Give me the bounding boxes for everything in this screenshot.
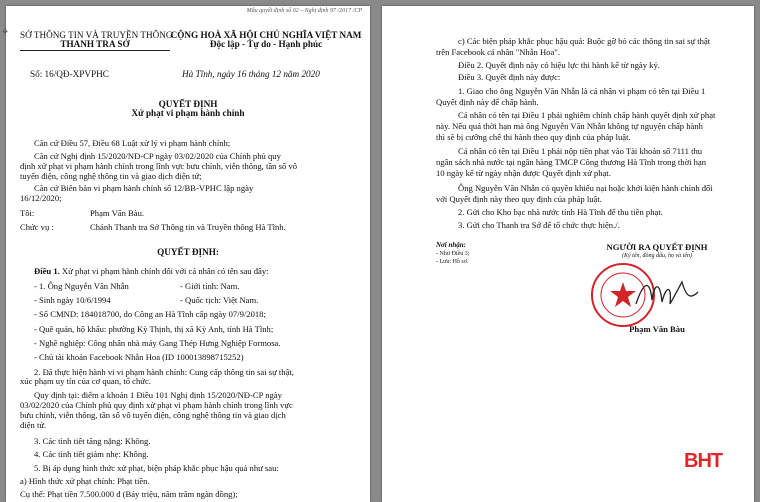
compliance-1: Cá nhân có tên tại Điều 1 phải nghiêm chỉnh chấp hành quyết định xử phạt bbox=[458, 110, 716, 120]
payment-1: Cá nhân có tên tại Điều 1 phải nộp tiền phạt vào Tài khoản số 7111 thu bbox=[458, 146, 703, 156]
agency-name: SỞ THÔNG TIN VÀ TRUYỀN THÔNG bbox=[20, 30, 173, 40]
nation-title: CỘNG HOÀ XÃ HỘI CHỦ NGHĨA VIỆT NAM bbox=[170, 30, 362, 40]
violator-gender: - Giới tính: Nam. bbox=[180, 281, 240, 291]
article-1: Điều 1. Xử phạt vi phạm hành chính đối với cá nhân có tên sau đây: bbox=[34, 266, 269, 276]
violator-occupation: - Nghề nghiệp: Công nhân nhà máy Gang Thép Hưng Nghiệp Formosa. bbox=[34, 338, 281, 348]
signer-title: NGƯỜI RA QUYẾT ĐỊNH bbox=[606, 242, 708, 252]
mitigating-circumstances: 4. Các tình tiết giảm nhẹ: Không. bbox=[34, 449, 149, 459]
regulation-line-2: 03/02/2020 của Chính phủ quy định xử phạt vi phạm hành chính trong lĩnh vực bbox=[20, 400, 293, 410]
violator-facebook: - Chủ tài khoản Facebook Nhẫn Hoa (ID 100013898715252) bbox=[34, 352, 244, 362]
regulation-line-3: bưu chính, viễn thông, tần số vô tuyến điện, công nghệ thông tin và giao dịch bbox=[20, 410, 286, 420]
position-label: Chức vụ : bbox=[20, 222, 54, 232]
nation-motto: Độc lập - Tự do - Hạnh phúc bbox=[209, 39, 323, 49]
legal-basis-2c: tuyến điện, công nghệ thông tin và giao dịch điện tử; bbox=[20, 171, 202, 181]
place-date: Hà Tĩnh, ngày 16 tháng 12 năm 2020 bbox=[182, 69, 320, 79]
appeal-1: Ông Nguyễn Văn Nhẫn có quyền khiếu nại hoặc khởi kiện hành chính đối bbox=[458, 183, 713, 193]
regulation-line-1: Quy định tại: điểm a khoản 1 Điều 101 Nghị định 15/2020/NĐ-CP ngày bbox=[34, 390, 282, 400]
document-subtitle: Xử phạt vi phạm hành chính bbox=[131, 108, 245, 118]
recipients-title: Nơi nhận: bbox=[436, 241, 467, 249]
violation-line-1: 2. Đã thực hiện hành vi vi phạm hành chính: Cung cấp thông tin sai sự thật, bbox=[34, 367, 294, 377]
treasury-item: 2. Gửi cho Kho bạc nhà nước tỉnh Hà Tĩnh để thu tiền phạt. bbox=[458, 207, 663, 217]
signature bbox=[632, 274, 702, 314]
signer-note: (Ký tên, đóng dấu, họ và tên) bbox=[622, 253, 692, 259]
position-value: Chánh Thanh tra Sở Thông tin và Truyền thông Hà Tĩnh. bbox=[90, 222, 286, 232]
violator-id: - Số CMND: 184018700, do Công an Hà Tĩnh cấp ngày 07/9/2018; bbox=[34, 309, 266, 319]
document-title: QUYẾT ĐỊNH bbox=[158, 99, 218, 109]
decision-heading: QUYẾT ĐỊNH: bbox=[157, 247, 219, 257]
recipient-2: - Lưu: Hồ sơ. bbox=[436, 259, 469, 265]
remedial-measure-2: trên Facebook cá nhân "Nhẫn Hoa". bbox=[436, 47, 560, 57]
signer-name: Phạm Văn Bàu bbox=[629, 324, 685, 334]
violation-line-2: xúc phạm uy tín của cơ quan, tổ chức. bbox=[20, 376, 151, 386]
remedial-measure-1: c) Các biện pháp khắc phục hậu quả: Buộc gỡ bỏ các thông tin sai sự thật bbox=[458, 36, 711, 46]
legal-basis-3: Căn cứ Biên bản vi phạm hành chính số 12/BB-VPHC lập ngày bbox=[34, 183, 254, 193]
violator-name: - 1. Ông Nguyễn Văn Nhẫn bbox=[34, 281, 129, 291]
article-2: Điều 2. Quyết định này có hiệu lực thi hành kể từ ngày ký. bbox=[458, 60, 660, 70]
legal-basis-2b: định xử phạt vi phạm hành chính trong lĩnh vực bưu chính, viễn thông, tần số vô bbox=[20, 161, 298, 171]
appeal-2: với Quyết định này theo quy định của pháp luật. bbox=[436, 194, 602, 204]
document-page-1 bbox=[2, 6, 370, 502]
aggravating-circumstances: 3. Các tình tiết tăng nặng: Không. bbox=[34, 436, 151, 446]
penalty-forms: 5. Bị áp dụng hình thức xử phạt, biện pháp khắc phục hậu quả như sau: bbox=[34, 463, 279, 473]
fine-amount: Cụ thể: Phạt tiền 7.500.000 đ (Bảy triệu, năm trăm ngàn đồng); bbox=[20, 489, 238, 499]
payment-3: 10 ngày kể từ ngày nhận được Quyết định xử phạt. bbox=[436, 168, 611, 178]
legal-basis-1: Căn cứ Điều 57, Điều 68 Luật xử lý vi phạm hành chính; bbox=[34, 138, 231, 148]
document-page-2 bbox=[382, 6, 754, 502]
regulation-line-4: điện tử. bbox=[20, 420, 47, 430]
main-penalty: a) Hình thức xử phạt chính: Phạt tiền. bbox=[20, 476, 150, 486]
legal-basis-3b: 16/12/2020; bbox=[20, 193, 62, 203]
compliance-3: thì sẽ bị cưỡng chế thi hành theo quy định của pháp luật. bbox=[436, 132, 631, 142]
issuer-label: Tôi: bbox=[20, 208, 35, 218]
agency-unit: THANH TRA SỞ bbox=[20, 39, 170, 51]
payment-2: ngân sách nhà nước tại ngân hàng TMCP Công thương Hà Tĩnh trong thời hạn bbox=[436, 157, 707, 167]
inspectorate-item: 3. Gửi cho Thanh tra Sở để tổ chức thực hiện./. bbox=[458, 220, 620, 230]
violator-hometown: - Quê quán, hộ khẩu: phường Kỳ Thịnh, thị xã Kỳ Anh, tỉnh Hà Tĩnh; bbox=[34, 324, 274, 334]
legal-basis-2: Căn cứ Nghị định 15/2020/NĐ-CP ngày 03/02/2020 của Chính phủ quy bbox=[34, 151, 281, 161]
violator-nationality: - Quốc tịch: Việt Nam. bbox=[180, 295, 259, 305]
recipient-1: - Như Điều 3; bbox=[436, 251, 470, 257]
compliance-2: này. Nếu quá thời hạn mà ông Nguyễn Văn Nhẫn không tự nguyện chấp hành bbox=[436, 121, 703, 131]
article-3: Điều 3. Quyết định này được: bbox=[458, 72, 561, 82]
form-note: Mẫu quyết định số 02 – Nghị định 97 /2017 /CP bbox=[246, 8, 362, 14]
article-3-item1-b: Quyết định này để chấp hành. bbox=[436, 97, 539, 107]
issuer-name: Phạm Văn Bàu. bbox=[90, 208, 145, 218]
bht-watermark-logo: BHT bbox=[684, 450, 723, 472]
move-handle-icon[interactable]: ⌖ bbox=[2, 26, 9, 38]
article-3-item1-a: 1. Giao cho ông Nguyễn Văn Nhẫn là cá nhân vi phạm có tên tại Điều 1 bbox=[458, 86, 706, 96]
document-number: Số: 16/QĐ-XPVPHC bbox=[30, 69, 109, 79]
violator-birthdate: - Sinh ngày 10/6/1994 bbox=[34, 295, 111, 305]
